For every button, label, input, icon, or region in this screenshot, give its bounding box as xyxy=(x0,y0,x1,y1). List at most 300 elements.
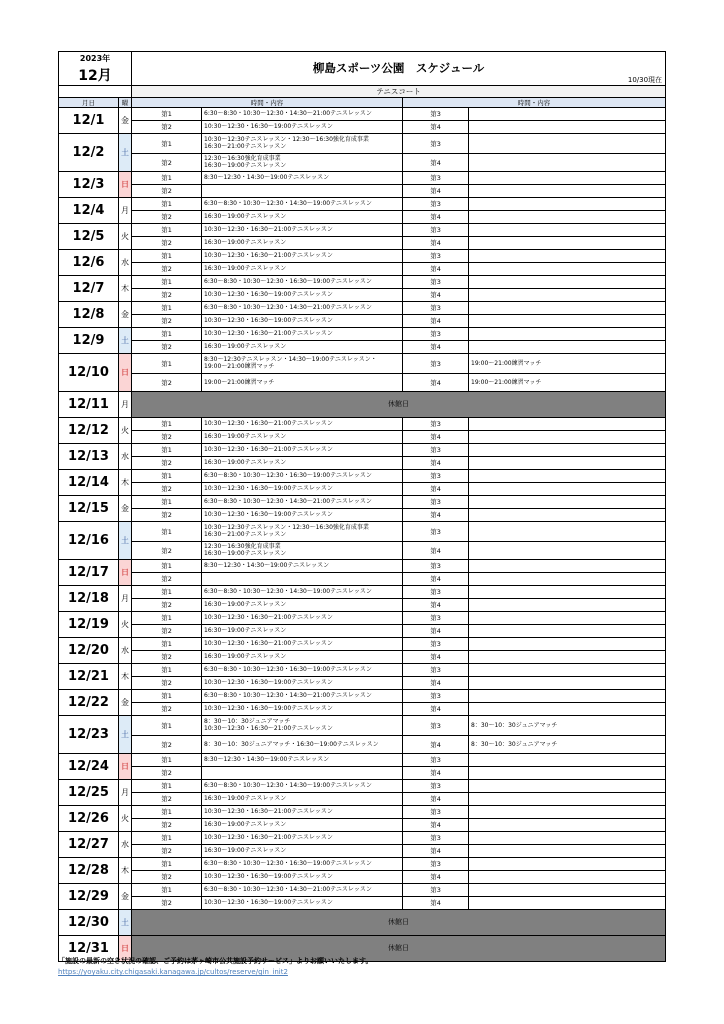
court-label: 第4 xyxy=(403,314,469,327)
court-label: 第4 xyxy=(403,818,469,831)
court-1-schedule: 6:30～8:30・10:30～12:30・16:30～19:00テニスレッスン xyxy=(202,663,403,676)
court-1-schedule: 6:30～8:30・10:30～12:30・16:30～19:00テニスレッスン xyxy=(202,275,403,288)
court-2-schedule: 10:30～12:30・16:30～19:00テニスレッスン xyxy=(202,482,403,495)
day-of-week: 木 xyxy=(119,857,132,883)
day-of-week: 日 xyxy=(119,935,132,961)
court-2-schedule: 16:30～19:00テニスレッスン xyxy=(202,598,403,611)
court-1-schedule: 10:30～12:30・16:30～21:00テニスレッスン xyxy=(202,223,403,236)
court-3-schedule: 19:00～21:00練習マッチ xyxy=(469,353,666,373)
court-1-schedule: 8:30～12:30・14:30～19:00テニスレッスン xyxy=(202,171,403,184)
court-label: 第2 xyxy=(132,482,202,495)
court-3-schedule xyxy=(469,831,666,844)
day-row-second xyxy=(59,314,666,327)
court-label: 第3 xyxy=(403,559,469,572)
court-label: 第1 xyxy=(132,327,202,340)
day-date: 12/16 xyxy=(59,521,119,559)
day-row xyxy=(59,353,666,373)
court-label: 第1 xyxy=(132,275,202,288)
reservation-link[interactable]: https://yoyaku.city.chigasaki.kanagawa.jp/cultos/reserve/gin_init2 xyxy=(58,968,288,976)
court-3-schedule xyxy=(469,469,666,482)
court-label: 第4 xyxy=(403,456,469,469)
court-label: 第4 xyxy=(403,844,469,857)
day-row xyxy=(59,559,666,572)
day-row xyxy=(59,831,666,844)
court-4-schedule xyxy=(469,598,666,611)
court-label: 第3 xyxy=(403,715,469,735)
court-1-schedule: 6:30～8:30・10:30～12:30・14:30～21:00テニスレッスン xyxy=(202,301,403,314)
court-label: 第3 xyxy=(403,469,469,482)
day-row-second xyxy=(59,792,666,805)
court-4-schedule xyxy=(469,702,666,715)
day-row xyxy=(59,197,666,210)
court-1-schedule: 8:30～12:30・14:30～19:00テニスレッスン xyxy=(202,753,403,766)
court-label: 第2 xyxy=(132,373,202,391)
court-label: 第3 xyxy=(403,327,469,340)
court-label: 第1 xyxy=(132,417,202,430)
court-4-schedule xyxy=(469,314,666,327)
court-2-schedule: 19:00～21:00練習マッチ xyxy=(202,373,403,391)
court-label: 第1 xyxy=(132,223,202,236)
day-row xyxy=(59,275,666,288)
day-row-second xyxy=(59,456,666,469)
court-1-schedule: 6:30～8:30・10:30～12:30・14:30～19:00テニスレッスン xyxy=(202,779,403,792)
court-4-schedule xyxy=(469,650,666,663)
day-date: 12/31 xyxy=(59,935,119,961)
court-1-schedule: 8:30～12:30・14:30～19:00テニスレッスン xyxy=(202,559,403,572)
day-of-week: 月 xyxy=(119,779,132,805)
day-date: 12/7 xyxy=(59,275,119,301)
court-1-schedule: 6:30～8:30・10:30～12:30・14:30～21:00テニスレッスン xyxy=(202,689,403,702)
court-label: 第3 xyxy=(403,171,469,184)
court-label: 第1 xyxy=(132,883,202,896)
court-3-schedule xyxy=(469,611,666,624)
day-row-second xyxy=(59,120,666,133)
year-label: 2023年 xyxy=(59,52,132,65)
court-4-schedule xyxy=(469,236,666,249)
day-row-second xyxy=(59,650,666,663)
day-date: 12/22 xyxy=(59,689,119,715)
court-label: 第1 xyxy=(132,663,202,676)
court-2-schedule xyxy=(202,766,403,779)
schedule-table xyxy=(58,51,666,962)
col-header-date: 月日 xyxy=(59,97,119,107)
day-row-second xyxy=(59,541,666,559)
day-date: 12/5 xyxy=(59,223,119,249)
col-header-content-right: 時間・内容 xyxy=(403,97,666,107)
court-label: 第3 xyxy=(403,443,469,456)
court-1-schedule: 10:30～12:30・16:30～21:00テニスレッスン xyxy=(202,249,403,262)
day-row xyxy=(59,469,666,482)
court-4-schedule xyxy=(469,541,666,559)
court-label: 第3 xyxy=(403,663,469,676)
court-label: 第3 xyxy=(403,857,469,870)
day-of-week: 火 xyxy=(119,805,132,831)
court-2-schedule: 16:30～19:00テニスレッスン xyxy=(202,340,403,353)
day-of-week: 月 xyxy=(119,197,132,223)
col-header-dow: 曜 xyxy=(119,97,132,107)
day-date: 12/19 xyxy=(59,611,119,637)
court-4-schedule xyxy=(469,430,666,443)
court-1-schedule: 10:30～12:30・16:30～21:00テニスレッスン xyxy=(202,637,403,650)
column-header-row xyxy=(59,97,666,107)
day-row-second xyxy=(59,508,666,521)
court-label: 第3 xyxy=(403,495,469,508)
court-label: 第4 xyxy=(403,184,469,197)
court-label: 第1 xyxy=(132,469,202,482)
court-label: 第2 xyxy=(132,288,202,301)
court-3-schedule xyxy=(469,171,666,184)
court-2-schedule: 10:30～12:30・16:30～19:00テニスレッスン xyxy=(202,314,403,327)
day-row xyxy=(59,689,666,702)
court-label: 第4 xyxy=(403,896,469,909)
court-label: 第2 xyxy=(132,541,202,559)
court-3-schedule xyxy=(469,883,666,896)
court-3-schedule xyxy=(469,249,666,262)
court-1-schedule: 10:30～12:30テニスレッスン・12:30～16:30強化育成事業 16:30～21:00テニスレッスン xyxy=(202,521,403,541)
court-label: 第2 xyxy=(132,508,202,521)
court-label: 第4 xyxy=(403,624,469,637)
court-label: 第4 xyxy=(403,598,469,611)
court-2-schedule: 16:30～19:00テニスレッスン xyxy=(202,844,403,857)
court-4-schedule xyxy=(469,456,666,469)
court-2-schedule: 16:30～19:00テニスレッスン xyxy=(202,792,403,805)
court-label: 第4 xyxy=(403,430,469,443)
footer-note: 「施設の最新の空き状況の確認、ご予約は茅ヶ崎市公共施設予約サービス」よりお願いいたします。 xyxy=(58,957,373,965)
court-2-schedule: 16:30～19:00テニスレッスン xyxy=(202,430,403,443)
court-2-schedule: 8：30～10：30ジュニアマッチ・16:30～19:00テニスレッスン xyxy=(202,735,403,753)
day-row xyxy=(59,715,666,735)
court-label: 第2 xyxy=(132,735,202,753)
day-date: 12/1 xyxy=(59,107,119,133)
court-2-schedule: 10:30～12:30・16:30～19:00テニスレッスン xyxy=(202,508,403,521)
closed-day-label: 休館日 xyxy=(132,909,666,935)
court-label: 第2 xyxy=(132,702,202,715)
day-of-week: 火 xyxy=(119,223,132,249)
day-row xyxy=(59,417,666,430)
court-label: 第1 xyxy=(132,133,202,153)
court-label: 第2 xyxy=(132,262,202,275)
day-date: 12/17 xyxy=(59,559,119,585)
court-label: 第4 xyxy=(403,508,469,521)
day-date: 12/9 xyxy=(59,327,119,353)
court-4-schedule xyxy=(469,288,666,301)
court-label: 第2 xyxy=(132,870,202,883)
closed-day-row xyxy=(59,391,666,417)
court-3-schedule xyxy=(469,495,666,508)
court-2-schedule xyxy=(202,572,403,585)
court-3-schedule xyxy=(469,521,666,541)
day-row xyxy=(59,779,666,792)
court-2-schedule: 16:30～19:00テニスレッスン xyxy=(202,210,403,223)
day-of-week: 土 xyxy=(119,715,132,753)
court-3-schedule xyxy=(469,107,666,120)
court-label: 第1 xyxy=(132,559,202,572)
court-label: 第1 xyxy=(132,753,202,766)
facility-subtitle: テニスコート xyxy=(132,85,666,97)
day-row-second xyxy=(59,598,666,611)
court-1-schedule: 10:30～12:30・16:30～21:00テニスレッスン xyxy=(202,805,403,818)
court-label: 第2 xyxy=(132,792,202,805)
court-3-schedule xyxy=(469,301,666,314)
day-row xyxy=(59,753,666,766)
closed-day-row xyxy=(59,909,666,935)
day-row xyxy=(59,521,666,541)
day-row xyxy=(59,107,666,120)
court-label: 第1 xyxy=(132,171,202,184)
court-label: 第1 xyxy=(132,611,202,624)
day-of-week: 土 xyxy=(119,909,132,935)
court-2-schedule: 10:30～12:30・16:30～19:00テニスレッスン xyxy=(202,120,403,133)
day-date: 12/4 xyxy=(59,197,119,223)
court-label: 第3 xyxy=(403,301,469,314)
day-date: 12/28 xyxy=(59,857,119,883)
court-label: 第2 xyxy=(132,572,202,585)
day-of-week: 木 xyxy=(119,663,132,689)
day-row-second xyxy=(59,430,666,443)
court-3-schedule xyxy=(469,805,666,818)
court-4-schedule xyxy=(469,262,666,275)
day-row-second xyxy=(59,844,666,857)
court-label: 第2 xyxy=(132,766,202,779)
day-of-week: 金 xyxy=(119,495,132,521)
day-of-week: 金 xyxy=(119,301,132,327)
court-1-schedule: 10:30～12:30・16:30～21:00テニスレッスン xyxy=(202,417,403,430)
court-label: 第3 xyxy=(403,249,469,262)
court-4-schedule xyxy=(469,120,666,133)
court-label: 第4 xyxy=(403,120,469,133)
day-date: 12/11 xyxy=(59,391,119,417)
court-4-schedule xyxy=(469,792,666,805)
day-of-week: 水 xyxy=(119,831,132,857)
court-1-schedule: 6:30～8:30・10:30～12:30・14:30～21:00テニスレッスン xyxy=(202,107,403,120)
court-label: 第4 xyxy=(403,572,469,585)
day-date: 12/6 xyxy=(59,249,119,275)
court-label: 第2 xyxy=(132,210,202,223)
court-label: 第2 xyxy=(132,430,202,443)
day-date: 12/20 xyxy=(59,637,119,663)
court-4-schedule xyxy=(469,896,666,909)
court-label: 第4 xyxy=(403,288,469,301)
day-date: 12/3 xyxy=(59,171,119,197)
day-row-second xyxy=(59,373,666,391)
court-4-schedule xyxy=(469,766,666,779)
court-label: 第4 xyxy=(403,541,469,559)
page-title-text: 柳島スポーツ公園 スケジュール xyxy=(312,61,485,76)
court-2-schedule: 10:30～12:30・16:30～19:00テニスレッスン xyxy=(202,702,403,715)
court-3-schedule xyxy=(469,197,666,210)
court-3-schedule xyxy=(469,779,666,792)
court-4-schedule xyxy=(469,340,666,353)
court-label: 第3 xyxy=(403,585,469,598)
court-1-schedule: 6:30～8:30・10:30～12:30・14:30～21:00テニスレッスン xyxy=(202,495,403,508)
as-of-date: 10/30現在 xyxy=(627,75,663,84)
court-label: 第1 xyxy=(132,637,202,650)
court-label: 第2 xyxy=(132,456,202,469)
day-date: 12/21 xyxy=(59,663,119,689)
court-label: 第3 xyxy=(403,805,469,818)
day-row-second xyxy=(59,572,666,585)
court-3-schedule xyxy=(469,857,666,870)
day-row-second xyxy=(59,676,666,689)
court-3-schedule: 8：30～10：30ジュニアマッチ xyxy=(469,715,666,735)
day-date: 12/29 xyxy=(59,883,119,909)
day-row-second xyxy=(59,702,666,715)
court-label: 第3 xyxy=(403,133,469,153)
court-4-schedule xyxy=(469,482,666,495)
court-2-schedule: 12:30～16:30強化育成事業 16:30～19:00テニスレッスン xyxy=(202,153,403,171)
day-row-second xyxy=(59,735,666,753)
court-label: 第1 xyxy=(132,857,202,870)
col-header-content-left: 時間・内容 xyxy=(132,97,403,107)
day-of-week: 土 xyxy=(119,133,132,171)
court-2-schedule: 16:30～19:00テニスレッスン xyxy=(202,262,403,275)
court-2-schedule: 16:30～19:00テニスレッスン xyxy=(202,456,403,469)
day-date: 12/25 xyxy=(59,779,119,805)
court-3-schedule xyxy=(469,689,666,702)
day-of-week: 火 xyxy=(119,417,132,443)
court-label: 第3 xyxy=(403,521,469,541)
court-label: 第2 xyxy=(132,844,202,857)
court-label: 第1 xyxy=(132,495,202,508)
day-row-second xyxy=(59,624,666,637)
court-label: 第4 xyxy=(403,766,469,779)
court-4-schedule xyxy=(469,210,666,223)
day-row xyxy=(59,883,666,896)
day-of-week: 水 xyxy=(119,637,132,663)
court-4-schedule xyxy=(469,508,666,521)
court-label: 第4 xyxy=(403,210,469,223)
day-date: 12/30 xyxy=(59,909,119,935)
court-1-schedule: 8:30～12:30テニスレッスン・14:30～19:00テニスレッスン・ 19:00～21:00練習マッチ xyxy=(202,353,403,373)
court-1-schedule: 10:30～12:30・16:30～21:00テニスレッスン xyxy=(202,611,403,624)
day-of-week: 日 xyxy=(119,753,132,779)
day-date: 12/24 xyxy=(59,753,119,779)
day-row-second xyxy=(59,766,666,779)
court-label: 第4 xyxy=(403,153,469,171)
court-label: 第2 xyxy=(132,184,202,197)
court-4-schedule: 19:00～21:00練習マッチ xyxy=(469,373,666,391)
day-row-second xyxy=(59,818,666,831)
day-row-second xyxy=(59,870,666,883)
court-1-schedule: 6:30～8:30・10:30～12:30・14:30～19:00テニスレッスン xyxy=(202,585,403,598)
court-4-schedule xyxy=(469,153,666,171)
day-of-week: 水 xyxy=(119,443,132,469)
day-date: 12/13 xyxy=(59,443,119,469)
court-label: 第2 xyxy=(132,624,202,637)
day-of-week: 水 xyxy=(119,249,132,275)
court-4-schedule xyxy=(469,818,666,831)
court-label: 第3 xyxy=(403,883,469,896)
day-row-second xyxy=(59,896,666,909)
court-3-schedule xyxy=(469,327,666,340)
court-label: 第3 xyxy=(403,353,469,373)
court-label: 第1 xyxy=(132,831,202,844)
court-label: 第1 xyxy=(132,107,202,120)
court-3-schedule xyxy=(469,585,666,598)
court-3-schedule xyxy=(469,443,666,456)
court-label: 第1 xyxy=(132,521,202,541)
day-of-week: 木 xyxy=(119,275,132,301)
court-2-schedule: 16:30～19:00テニスレッスン xyxy=(202,236,403,249)
court-label: 第4 xyxy=(403,482,469,495)
day-of-week: 日 xyxy=(119,559,132,585)
court-label: 第3 xyxy=(403,611,469,624)
court-label: 第1 xyxy=(132,689,202,702)
day-date: 12/27 xyxy=(59,831,119,857)
day-of-week: 金 xyxy=(119,107,132,133)
court-label: 第4 xyxy=(403,373,469,391)
court-label: 第1 xyxy=(132,249,202,262)
court-label: 第1 xyxy=(132,197,202,210)
day-row-second xyxy=(59,210,666,223)
court-4-schedule xyxy=(469,676,666,689)
court-label: 第4 xyxy=(403,676,469,689)
court-label: 第1 xyxy=(132,779,202,792)
court-label: 第2 xyxy=(132,650,202,663)
day-row-second xyxy=(59,236,666,249)
court-4-schedule xyxy=(469,624,666,637)
day-date: 12/14 xyxy=(59,469,119,495)
day-date: 12/26 xyxy=(59,805,119,831)
day-row xyxy=(59,249,666,262)
day-of-week: 土 xyxy=(119,521,132,559)
court-label: 第3 xyxy=(403,107,469,120)
court-1-schedule: 6:30～8:30・10:30～12:30・14:30～21:00テニスレッスン xyxy=(202,883,403,896)
court-4-schedule xyxy=(469,184,666,197)
court-label: 第3 xyxy=(403,779,469,792)
court-label: 第2 xyxy=(132,153,202,171)
court-3-schedule xyxy=(469,663,666,676)
court-3-schedule xyxy=(469,275,666,288)
court-label: 第2 xyxy=(132,896,202,909)
court-2-schedule: 10:30～12:30・16:30～19:00テニスレッスン xyxy=(202,870,403,883)
day-of-week: 火 xyxy=(119,611,132,637)
day-row-second xyxy=(59,262,666,275)
court-label: 第2 xyxy=(132,340,202,353)
court-2-schedule: 12:30～16:30強化育成事業 16:30～19:00テニスレッスン xyxy=(202,541,403,559)
court-3-schedule xyxy=(469,223,666,236)
court-4-schedule xyxy=(469,572,666,585)
day-row xyxy=(59,301,666,314)
day-row xyxy=(59,585,666,598)
day-row-second xyxy=(59,340,666,353)
court-1-schedule: 10:30～12:30・16:30～21:00テニスレッスン xyxy=(202,831,403,844)
court-label: 第4 xyxy=(403,735,469,753)
court-1-schedule: 10:30～12:30・16:30～21:00テニスレッスン xyxy=(202,327,403,340)
day-date: 12/10 xyxy=(59,353,119,391)
court-1-schedule: 6:30～8:30・10:30～12:30・14:30～19:00テニスレッスン xyxy=(202,197,403,210)
court-3-schedule xyxy=(469,417,666,430)
court-label: 第3 xyxy=(403,753,469,766)
day-row xyxy=(59,443,666,456)
court-label: 第4 xyxy=(403,236,469,249)
day-date: 12/8 xyxy=(59,301,119,327)
court-3-schedule xyxy=(469,133,666,153)
court-label: 第4 xyxy=(403,340,469,353)
court-1-schedule: 10:30～12:30・16:30～21:00テニスレッスン xyxy=(202,443,403,456)
day-date: 12/18 xyxy=(59,585,119,611)
court-3-schedule xyxy=(469,637,666,650)
day-row xyxy=(59,663,666,676)
court-2-schedule: 16:30～19:00テニスレッスン xyxy=(202,624,403,637)
court-label: 第4 xyxy=(403,870,469,883)
court-label: 第4 xyxy=(403,650,469,663)
day-row xyxy=(59,133,666,153)
day-of-week: 日 xyxy=(119,353,132,391)
court-label: 第4 xyxy=(403,792,469,805)
court-label: 第1 xyxy=(132,353,202,373)
day-row-second xyxy=(59,288,666,301)
